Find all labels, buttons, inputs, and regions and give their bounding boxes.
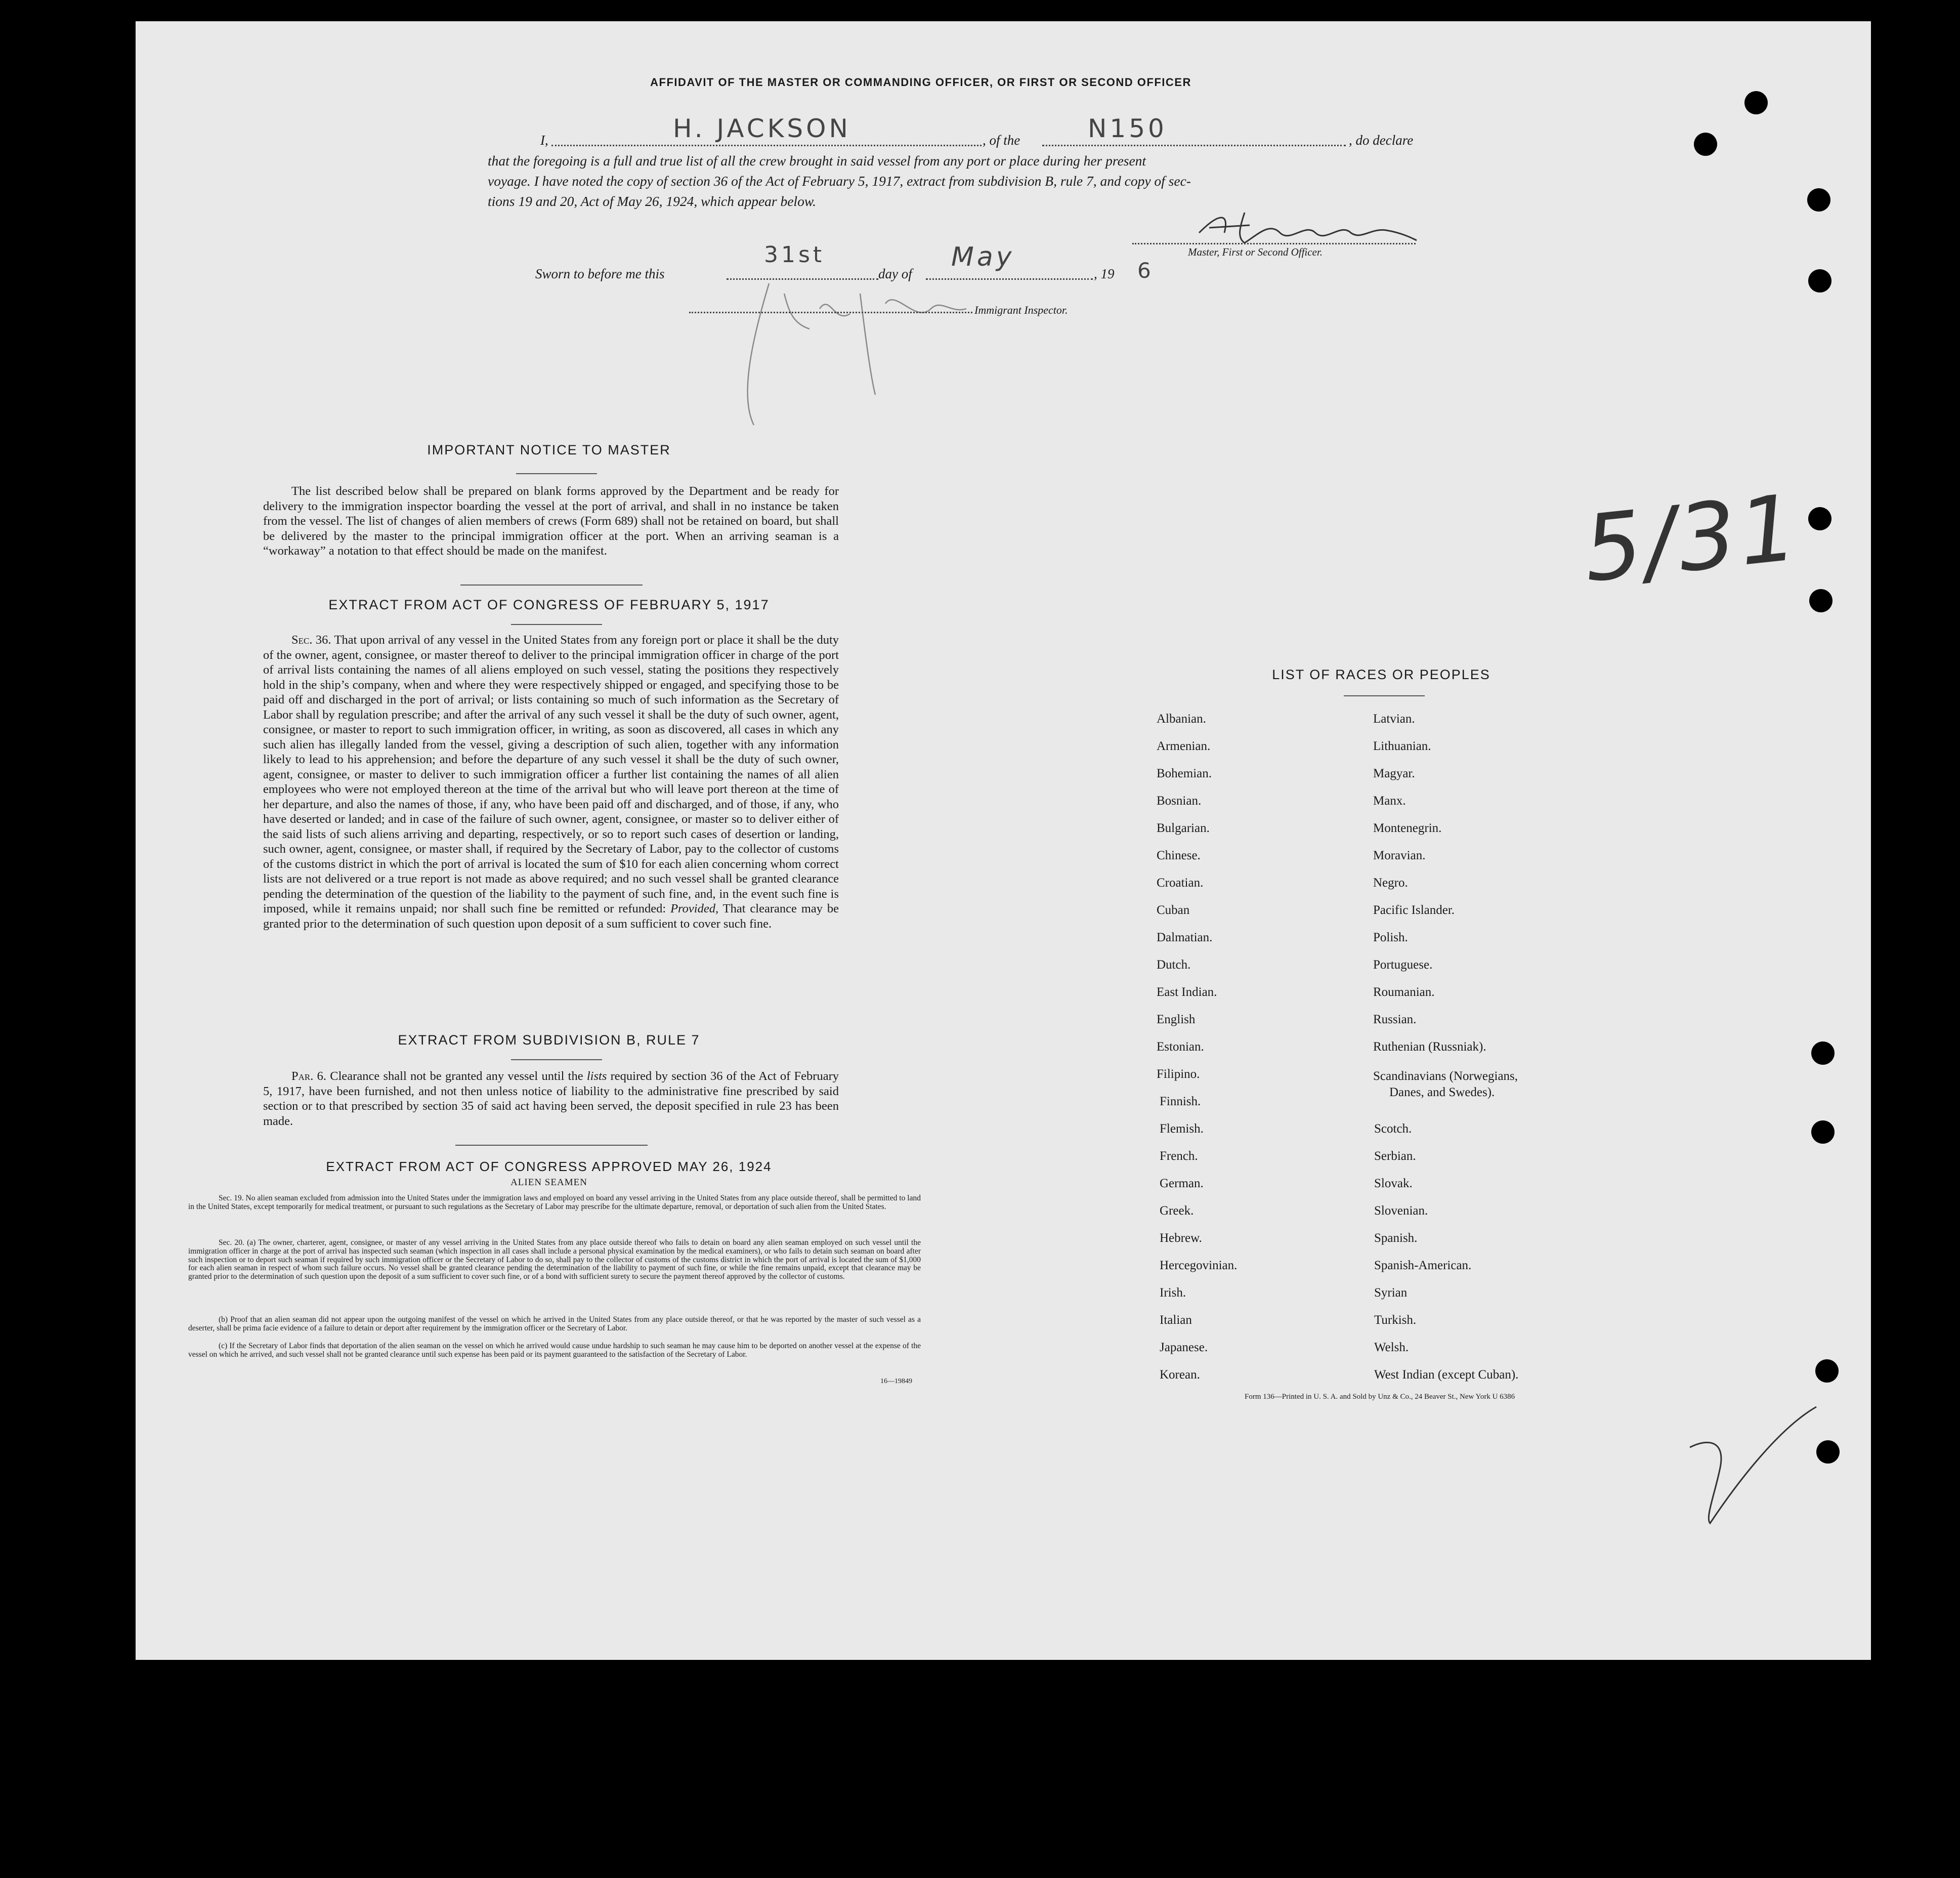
race-item: Bulgarian. — [1157, 821, 1210, 835]
notice-divider — [516, 473, 597, 474]
race-item: Flemish. — [1160, 1122, 1204, 1136]
race-item: Filipino. — [1157, 1067, 1200, 1081]
master-label: Master, First or Second Officer. — [1188, 246, 1323, 258]
sec-36-text: That upon arrival of any vessel in the United States from any foreign port or place it shall be the duty of the owner, agent, consignee, or master thereof to deliver to the principal immigration officer in charge of the port of arrival lists containing the names of all aliens employed on such vessel, stating the positions they respectively hold in the ship’s company, when and where they were respectively shipped or engaged, and specifying those to be paid off and discharged in the port of arrival; or lists containing so much of such information as the Secretary of Labor shall by regulation prescribe; and after the arrival of any such vessel it shall be the duty of such owner, agent, consignee, or master to report to such immigration officer, in writing, as soon as discovered, all cases in which any such alien has illegally landed from the vessel, giving a description of such alien, together with any information likely to lead to his apprehension; and before the departure of any such vessel it shall be the duty of such owner, agent, consignee, or master to deliver to such immigration officer a further list containing the names of all alien employees who were not employed thereon at the time of the arrival but who will leave port thereon at the time of her departure, and also the names of those, if any, who have been paid off and discharged, and of those, if any, who have deserted or landed; and in case of the failure of such owner, agent, consignee, or master so to deliver either of the said lists of such aliens arriving and departing, respectively, or so to report such cases of desertion or landing, such owner, agent, consignee, or master shall, if required by the Secretary of Labor, pay to the collector of customs of the customs district in which the port of arrival is located the sum of $10 for each alien concerning whom correct lists are not delivered or a true report is not made as above required; and no such vessel shall be granted clearance pending the determination of the question of the liability to the payment of such fine, and, in the event such fine is imposed, while it remains unpaid; nor shall such fine be remitted or refunded: — [263, 633, 839, 915]
race-item: Spanish-American. — [1374, 1259, 1472, 1272]
race-item: Pacific Islander. — [1373, 903, 1455, 917]
day-value: 31st — [764, 242, 825, 268]
sec-19-text: Sec. 19. No alien seaman excluded from admission into the United States under the immigration laws and employed on board any vessel arriving in the United States from any place outside thereof, shall be permitted to land in the United States, except temporarily for medical treatment, or pursuant to such regulations as the Secretary of Labor may prescribe for the ultimate departure, removal, or deportation of such alien from the United States. — [188, 1194, 921, 1211]
punch-hole — [1807, 188, 1830, 212]
race-item: Scotch. — [1374, 1122, 1412, 1136]
affidavit-line-3: tions 19 and 20, Act of May 26, 1924, which appear below. — [488, 193, 817, 209]
extract-1917-divider — [511, 624, 602, 625]
race-item: Russian. — [1373, 1013, 1417, 1026]
name-line — [551, 145, 982, 146]
races-heading: LIST OF RACES OR PEOPLES — [1272, 667, 1490, 682]
race-item: Turkish. — [1374, 1313, 1417, 1327]
race-item: Armenian. — [1157, 739, 1211, 753]
race-item: Syrian — [1374, 1286, 1408, 1300]
race-item: Chinese. — [1157, 849, 1201, 862]
extract-1917-heading: EXTRACT FROM ACT OF CONGRESS OF FEBRUARY 5, 1917 — [328, 597, 770, 612]
extract-1924-heading: EXTRACT FROM ACT OF CONGRESS APPROVED MAY 26, 1924 — [326, 1159, 772, 1174]
form-code: 16—19849 — [880, 1378, 912, 1385]
punch-hole — [1808, 269, 1831, 293]
notice-end-divider — [460, 585, 643, 586]
race-item: Montenegrin. — [1373, 821, 1442, 835]
race-item: Magyar. — [1373, 767, 1415, 780]
sec-20c-text: (c) If the Secretary of Labor finds that deportation of the alien seaman on the vessel on which he arrived would cause undue hardship to such seaman he may cause him to be deported on another vessel at the expense of the vessel on which he arrived, and such vessel shall not be granted clearance until such expense has been paid or its payment guaranteed to the satisfaction of the Secretary of Labor. — [188, 1342, 921, 1359]
of-the-label: , of the — [983, 133, 1020, 148]
rule-7-end-divider — [455, 1145, 648, 1146]
rule-7-text — [263, 1069, 839, 1129]
race-item: Scandinavians (Norwegians, — [1373, 1069, 1518, 1083]
race-item: Moravian. — [1373, 849, 1426, 862]
race-item: Latvian. — [1373, 712, 1415, 726]
race-item: West Indian (except Cuban). — [1374, 1368, 1519, 1382]
race-item: Hebrew. — [1160, 1231, 1202, 1245]
race-item: Cuban — [1157, 903, 1190, 917]
races-divider — [1344, 695, 1425, 696]
rule-7-divider — [511, 1059, 602, 1060]
affidavit-title: AFFIDAVIT OF THE MASTER OR COMMANDING OFFICER, OR FIRST OR SECOND OFFICER — [650, 76, 1191, 89]
punch-hole — [1694, 133, 1717, 156]
master-name: H. JACKSON — [673, 114, 851, 143]
race-item: Roumanian. — [1373, 985, 1435, 999]
race-item: Polish. — [1373, 931, 1408, 944]
race-item: Croatian. — [1157, 876, 1204, 890]
inspector-label: Immigrant Inspector. — [974, 304, 1068, 316]
master-signature — [1189, 202, 1422, 253]
punch-hole — [1811, 1041, 1835, 1065]
race-item: Danes, and Swedes). — [1389, 1086, 1495, 1099]
race-item: Italian — [1160, 1313, 1192, 1327]
affidavit-i-label: I, — [540, 133, 548, 148]
race-item: Japanese. — [1160, 1341, 1208, 1354]
punch-hole — [1811, 1120, 1835, 1144]
notice-text: The list described below shall be prepared on blank forms approved by the Department and be ready for delivery to the immigration inspector boarding the vessel at the port of arrival, and shall in no instance be taken from the vessel. The list of changes of alien members of crews (Form 689) shall not be retained on board, but shall be delivered by the master to the principal immigration officer at the port. When an arriving seaman is a “workaway” a notation to that effect should be made on the manifest. — [263, 484, 839, 558]
day-of-label: day of — [878, 266, 912, 281]
race-item: Portuguese. — [1373, 958, 1433, 972]
vessel-line — [1042, 145, 1346, 146]
affidavit-line-1: that the foregoing is a full and true list of all the crew brought in said vessel from any port or place during her present — [488, 153, 1146, 169]
provided-label: Provided, — [670, 902, 719, 915]
punch-hole — [1744, 91, 1768, 114]
race-item: Bosnian. — [1157, 794, 1202, 808]
extract-1917-text — [263, 633, 839, 931]
lists-word: lists — [586, 1069, 607, 1083]
race-item: Spanish. — [1374, 1231, 1418, 1245]
inspector-signature — [734, 273, 976, 435]
punch-hole — [1816, 1440, 1840, 1464]
race-item: Serbian. — [1374, 1149, 1416, 1163]
race-item: Slovak. — [1374, 1177, 1413, 1190]
rule-7-heading: EXTRACT FROM SUBDIVISION B, RULE 7 — [398, 1032, 700, 1048]
race-item: Irish. — [1160, 1286, 1186, 1300]
race-item: East Indian. — [1157, 985, 1217, 999]
affidavit-line-2: voyage. I have noted the copy of section 36 of the Act of February 5, 1917, extract from subdivision B, rule 7, and copy of sec- — [488, 173, 1191, 189]
vessel-name: N150 — [1088, 114, 1167, 143]
race-item: Dutch. — [1157, 958, 1191, 972]
alien-seamen-subheading: ALIEN SEAMEN — [510, 1177, 587, 1188]
par-6-label: Par. 6. — [291, 1069, 327, 1083]
signature-text: H Jackson — [1189, 202, 1191, 203]
year-prefix: , 19 — [1094, 266, 1115, 281]
notice-heading: IMPORTANT NOTICE TO MASTER — [427, 442, 671, 457]
check-mark — [1680, 1397, 1821, 1538]
race-item: Slovenian. — [1374, 1204, 1428, 1218]
race-item: Ruthenian (Russniak). — [1373, 1040, 1486, 1054]
race-item: Dalmatian. — [1157, 931, 1213, 944]
race-item: Hercegovinian. — [1160, 1259, 1238, 1272]
race-item: Lithuanian. — [1373, 739, 1431, 753]
race-item: German. — [1160, 1177, 1204, 1190]
race-item: Finnish. — [1160, 1095, 1201, 1108]
race-item: Bohemian. — [1157, 767, 1212, 780]
margin-date-note: 5/31 — [1579, 475, 1805, 603]
sec-36-text-end: That clearance may be granted prior to the determination of such question upon deposit of a sum sufficient to cover such fine. — [263, 902, 839, 931]
race-item: French. — [1160, 1149, 1198, 1163]
race-item: Estonian. — [1157, 1040, 1204, 1054]
punch-hole — [1808, 507, 1831, 530]
sworn-label: Sworn to before me this — [535, 266, 665, 281]
race-item: Greek. — [1160, 1204, 1194, 1218]
par-6-text-a: Clearance shall not be granted any vessel until the — [330, 1069, 583, 1083]
declare-label: , do declare — [1349, 133, 1414, 148]
race-item: Negro. — [1373, 876, 1408, 890]
sec-20b-text: (b) Proof that an alien seaman did not appear upon the outgoing manifest of the vessel on which he arrived in the United States from any place outside thereof, or that he was reported by the master of such vessel as a deserter, shall be prima facie evidence of a failure to detain or deport after requirement by the immigration officer or the Secretary of Labor. — [188, 1315, 921, 1332]
form-footer: Form 136—Printed in U. S. A. and Sold by Unz & Co., 24 Beaver St., New York U 6386 — [1245, 1393, 1515, 1401]
sec-20a-text: Sec. 20. (a) The owner, charterer, agent, consignee, or master of any vessel arriving in the United States from any place outside thereof who fails to detain on board any alien seaman employed on such vessel until the immigration officer in charge at the port of arrival has inspected such seaman (which inspection in all cases shall include a personal physical examination by the medical examiners), or who fails to detain such seaman on board after such inspection or to deport such seaman if required by such immigration officer or the Secretary of Labor to do so, shall pay to the collector of customs of the customs district in which the port of arrival is located the sum of $1,000 for each alien seaman in respect of whom such failure occurs. No vessel shall be granted clearance pending the determination of the liability to payment of such fine, or while the fine remains unpaid, except that clearance may be granted prior to the determination of such question upon the deposit of a sum sufficient to cover such fine, or of a bond with sufficient surety to secure the payment thereof approved by the collector of customs. — [188, 1238, 921, 1281]
race-item: English — [1157, 1013, 1196, 1026]
race-item: Albanian. — [1157, 712, 1206, 726]
inspector-line — [689, 312, 972, 313]
punch-hole — [1809, 589, 1833, 612]
race-item: Welsh. — [1374, 1341, 1409, 1354]
race-item: Korean. — [1160, 1368, 1200, 1382]
master-signature-line — [1132, 243, 1416, 244]
sec-36-label: Sec. 36. — [291, 633, 331, 647]
punch-hole — [1815, 1359, 1839, 1383]
month-value: May — [951, 242, 1015, 272]
par-6-text-b: required by section 36 of the Act of February 5, 1917, have been furnished, and not then unless notice of liability to the administrative fine prescribed by said section or to that prescribed by section 35 of said act having been served, the deposit specified in rule 23 has been made. — [263, 1069, 839, 1128]
race-item: Manx. — [1373, 794, 1406, 808]
year-value: 6 — [1137, 258, 1154, 283]
